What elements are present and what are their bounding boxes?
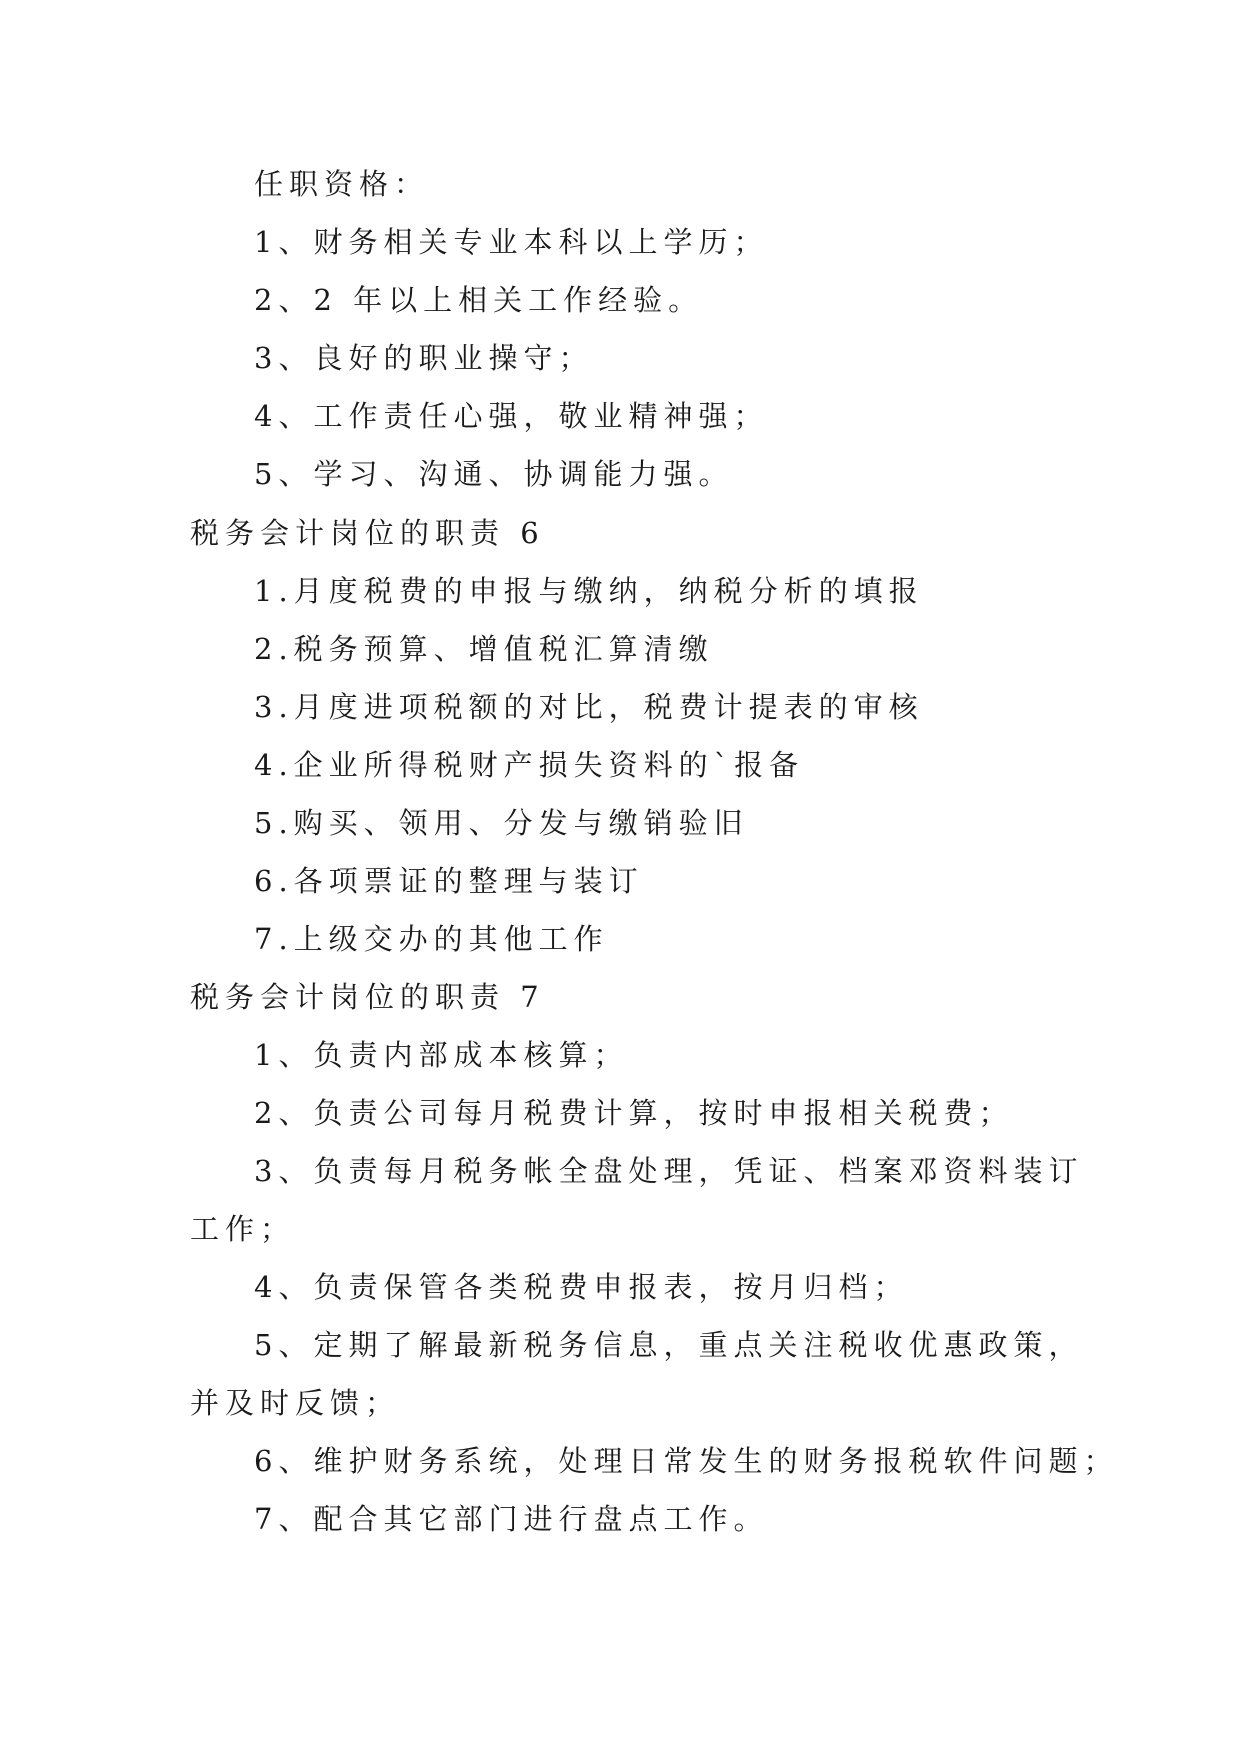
qualification-item: 2、2 年以上相关工作经验。 [254,283,704,317]
section-6-item: 7.上级交办的其他工作 [254,922,609,956]
section-7-item: 7、配合其它部门进行盘点工作。 [254,1502,769,1536]
section-7-item: 6、维护财务系统，处理日常发生的财务报税软件问题； [254,1444,1119,1478]
qualifications-heading: 任职资格： [254,167,430,201]
qualification-item: 5、学习、沟通、协调能力强。 [254,457,734,491]
qualification-item: 1、财务相关专业本科以上学历； [254,225,769,259]
section-7-item: 2、负责公司每月税费计算，按时申报相关税费； [254,1096,1014,1130]
section-6-item: 1.月度税费的申报与缴纳，纳税分析的填报 [254,574,924,608]
section-7-item: 3、负责每月税务帐全盘处理，凭证、档案邓资料装订 [254,1154,1084,1188]
section-7-item-continuation: 并及时反馈； [190,1386,401,1420]
section-7-title: 税务会计岗位的职责 7 [190,980,545,1014]
section-6-item: 5.购买、领用、分发与缴销验旧 [254,806,749,840]
qualification-item: 3、良好的职业操守； [254,341,594,375]
section-7-item: 5、定期了解最新税务信息，重点关注税收优惠政策， [254,1328,1084,1362]
section-7-item: 4、负责保管各类税费申报表，按月归档； [254,1270,909,1304]
section-6-title: 税务会计岗位的职责 6 [190,516,545,550]
section-6-item: 4.企业所得税财产损失资料的`报备 [254,748,805,782]
section-6-item: 2.税务预算、增值税汇算清缴 [254,632,714,666]
section-6-item: 6.各项票证的整理与装订 [254,864,644,898]
section-7-item-continuation: 工作； [190,1212,296,1246]
section-6-item: 3.月度进项税额的对比，税费计提表的审核 [254,690,924,724]
qualification-item: 4、工作责任心强，敬业精神强； [254,399,769,433]
section-7-item: 1、负责内部成本核算； [254,1038,629,1072]
